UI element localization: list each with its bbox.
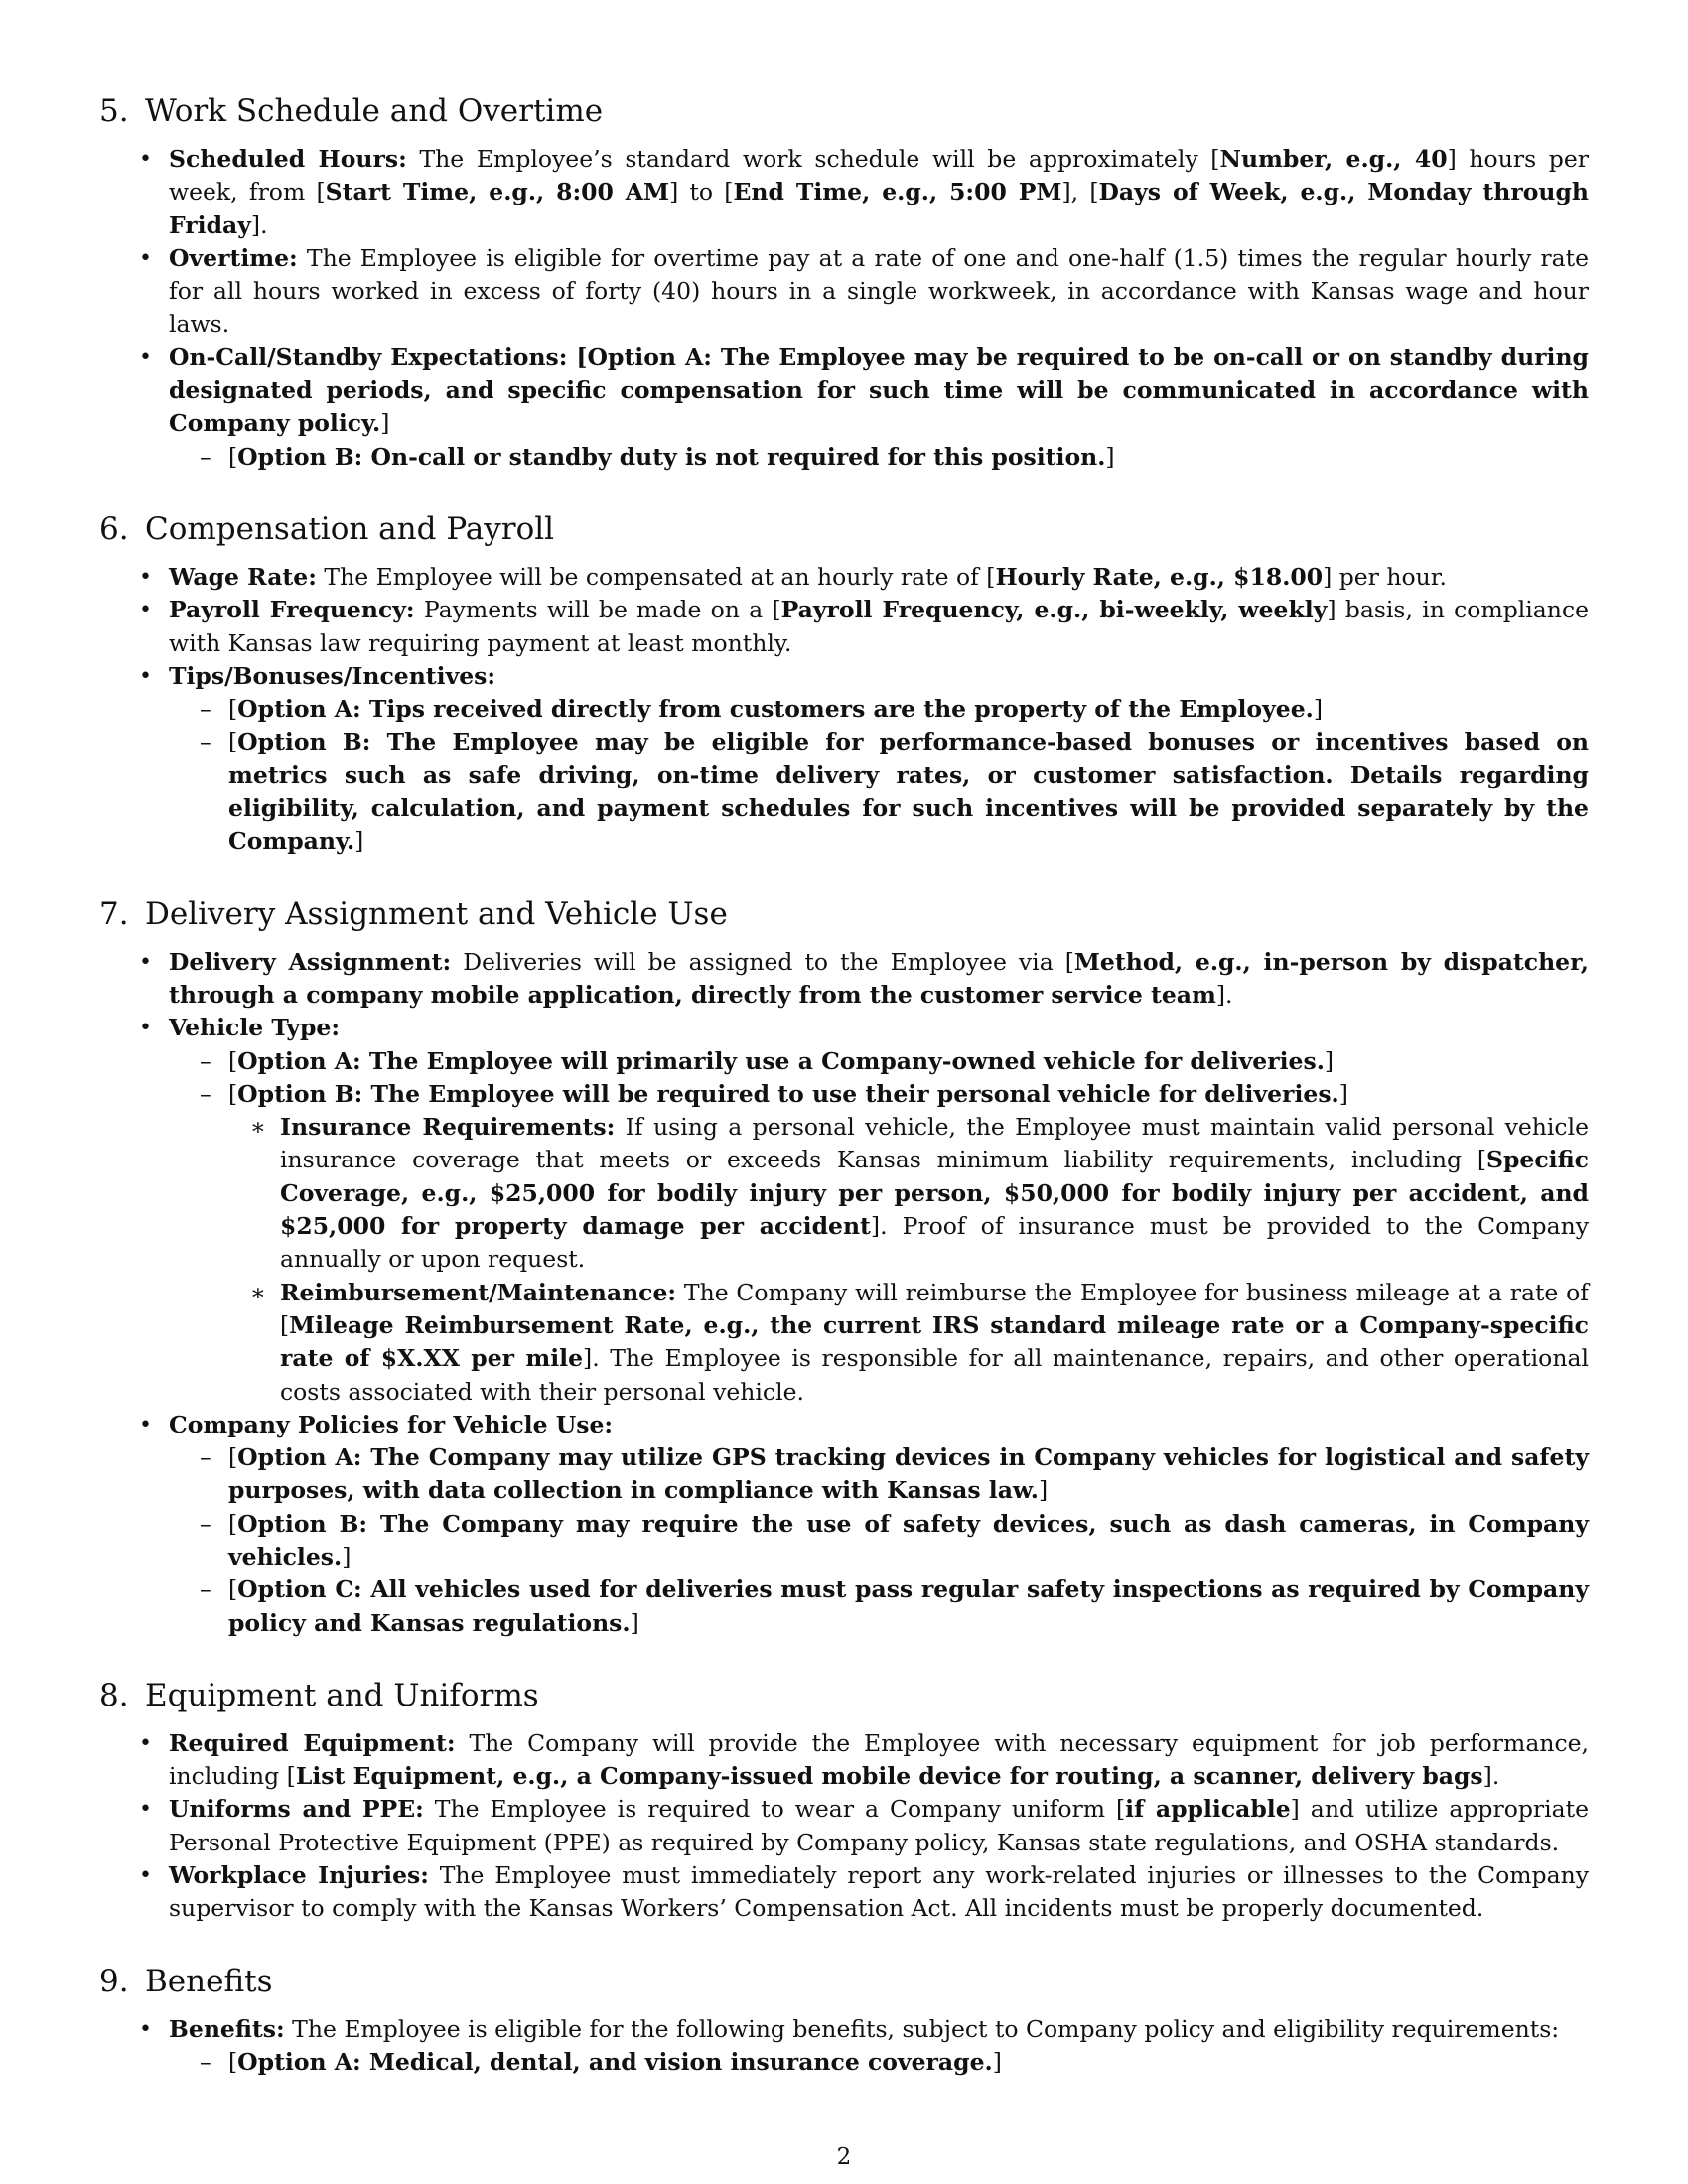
item-text: The Employee is eligible for the following benefits, subject to Company policy and eligibility requirements: [284,2014,1560,2043]
item-label: On-Call/Standby Expectations: [169,342,568,371]
sub-item-option-a [228,693,1589,726]
item-text: ]. [1482,1762,1500,1791]
placeholder-field: Mileage Reimbursement Rate, e.g., the current IRS standard mileage rate or a Company-specific rate of $X.XX per mile [280,1310,1589,1373]
section-equipment-uniforms [99,1676,1589,1926]
bracket: [ [228,442,238,471]
bracket: ] [1338,1079,1348,1108]
item-text: The Employee will be compensated at an hourly rate of [ [316,562,996,591]
section-title: Delivery Assignment and Vehicle Use [145,895,728,932]
bracket: [ [228,2047,238,2076]
section-compensation [99,509,1589,859]
item-text: The Company will reimburse the Employee for business mileage at a rate of [ [280,1278,1589,1339]
bracket: ] [1038,1476,1049,1505]
section-title: Equipment and Uniforms [145,1677,539,1713]
sub-item-option-c [228,1573,1589,1640]
placeholder-field: List Equipment, e.g., a Company-issued mobile device for routing, a scanner, delivery bags [295,1762,1483,1791]
placeholder-field: Number, e.g., 40 [1219,145,1448,173]
item-text: Payments will be made on a [ [414,596,781,624]
section-heading [99,1676,1589,1715]
item-label: Wage Rate: [169,562,317,591]
list-item-delivery-assignment [169,946,1589,1013]
section-number: 9. [99,1963,129,1999]
section-work-schedule [99,91,1589,474]
section-number: 8. [99,1677,129,1713]
list-item-vehicle-policies [169,1409,1589,1640]
option-text: Option A: The Employee will primarily use a Company-owned vehicle for deliveries. [237,1046,1325,1075]
sub-sub-list [228,1111,1589,1409]
item-text: ]. [1215,980,1233,1009]
section-title: Benefits [145,1963,273,1999]
document-page [99,91,1589,2079]
placeholder-field: Method, e.g., in-person by dispatcher, through a company mobile application, directly from the customer service team [169,947,1589,1009]
section-number: 7. [99,895,129,932]
page-number: 2 [836,2144,852,2170]
bullet-list [99,561,1589,859]
item-text: The Employee is eligible for overtime pay at a rate of one and one-half (1.5) times the regular hourly rate for all hours worked in excess of forty (40) hours in a single workweek, in accordance with Kansas wage and hour laws. [169,243,1589,339]
bracket: [ [228,728,238,756]
bracket: [ [228,1079,238,1108]
bracket: ] [342,1542,352,1570]
item-label: Required Equipment: [169,1728,456,1757]
section-number: 5. [99,93,129,129]
option-text: Option C: All vehicles used for deliveries must pass regular safety inspections as required by Company policy and Kansas regulations. [228,1575,1589,1637]
item-label: Delivery Assignment: [169,947,452,976]
item-label: Overtime: [169,243,298,272]
item-text: ] and utilize appropriate Personal Protective Equipment (PPE) as required by Company policy, Kansas state regulations, and OSHA standards. [169,1795,1589,1856]
option-text: Option B: The Employee will be required to use their personal vehicle for deliveries. [237,1079,1339,1108]
bracket: [ [228,1509,238,1538]
list-item-uniforms-ppe [169,1793,1589,1859]
list-item-payroll-frequency [169,594,1589,660]
sub-list [169,1045,1589,1409]
placeholder-field: if applicable [1125,1795,1291,1824]
list-item-tips [169,660,1589,859]
sub-item-option-a [228,2046,1589,2079]
option-text: Option B: The Employee may be eligible for performance-based bonuses or incentives based on metrics such as safe driving, on-time delivery rates, or customer satisfaction. Details regarding eligibility, calculation, and payment schedules for such incentives will be provided separately by the Company. [228,728,1589,856]
bullet-list [99,143,1589,474]
bracket: [ [228,1443,238,1472]
bracket: ] [1324,1046,1335,1075]
bracket: ] [1105,442,1115,471]
sub-list [169,2046,1589,2079]
option-text: Option A: The Company may utilize GPS tracking devices in Company vehicles for logistical and safety purposes, with data collection in compliance with Kansas law. [228,1443,1589,1505]
bracket: ] [354,827,364,856]
section-benefits [99,1962,1589,2080]
item-label: Workplace Injuries: [169,1861,429,1890]
list-item-benefits [169,2013,1589,2080]
section-heading [99,509,1589,549]
placeholder-field: Days of Week, e.g., Monday through Friday [169,178,1589,239]
sub-item-option-a [228,1045,1589,1078]
bracket: [ [228,695,238,724]
sub-list [169,441,1589,474]
list-item-workplace-injuries [169,1859,1589,1926]
option-text: Option A: Tips received directly from customers are the property of the Employee. [237,695,1314,724]
bracket: ] [1313,695,1323,724]
section-title: Work Schedule and Overtime [145,93,604,129]
sub-item-option-b [228,726,1589,858]
bracket: ] [992,2047,1002,2076]
item-text: The Employee is required to wear a Company uniform [ [423,1795,1126,1824]
option-text: Option A: Medical, dental, and vision insurance coverage. [237,2047,993,2076]
item-label: Tips/Bonuses/Incentives: [169,661,496,690]
section-number: 6. [99,510,129,547]
bracket: [ [228,1046,238,1075]
sub-list [169,693,1589,858]
bracket: ] [630,1608,639,1637]
item-label: Scheduled Hours: [169,145,407,173]
item-label: Uniforms and PPE: [169,1795,424,1824]
item-text: Deliveries will be assigned to the Employee via [ [451,947,1074,976]
section-heading [99,1962,1589,2001]
sub-item-option-b [228,1078,1589,1409]
bullet-list [99,2013,1589,2080]
placeholder-field: Start Time, e.g., 8:00 AM [325,178,670,206]
item-label: Reimbursement/Maintenance: [280,1278,677,1306]
item-text: ], [ [1061,178,1099,206]
item-label: Company Policies for Vehicle Use: [169,1410,614,1438]
item-text: ] [380,409,390,438]
placeholder-field: Payroll Frequency, e.g., bi-weekly, weekly [780,596,1328,624]
item-text: ] per hour. [1323,562,1447,591]
item-text: ]. Proof of insurance must be provided to the Company annually or upon request. [280,1212,1589,1274]
item-text: ] basis, in compliance with Kansas law requiring payment at least monthly. [169,596,1590,657]
list-item-wage-rate [169,561,1589,594]
section-title: Compensation and Payroll [145,510,555,547]
sub-item-option-b [228,1508,1589,1574]
option-text: Option B: On-call or standby duty is not required for this position. [237,442,1106,471]
item-text: ]. [250,210,268,239]
sub-list [169,1441,1589,1640]
bullet-list [99,946,1589,1640]
option-text: Option B: The Company may require the use of safety devices, such as dash cameras, in Company vehicles. [228,1509,1589,1570]
item-text: ] hours per week, from [ [169,145,1589,206]
list-item-vehicle-type [169,1012,1589,1409]
item-text: [ [567,342,588,371]
item-text: ]. The Employee is responsible for all maintenance, repairs, and other operational costs associated with their personal vehicle. [280,1344,1589,1406]
list-item-scheduled-hours [169,143,1589,242]
item-text: ] to [ [669,178,734,206]
list-item-required-equipment [169,1727,1589,1794]
item-label: Insurance Requirements: [280,1113,616,1142]
sub-sub-item-insurance [280,1111,1589,1276]
placeholder-field: Specific Coverage, e.g., $25,000 for bodily injury per person, $50,000 for bodily injury per accident, and $25,000 for property damage per accident [280,1146,1589,1241]
placeholder-field: Hourly Rate, e.g., $18.00 [995,562,1324,591]
section-delivery-vehicle [99,894,1589,1640]
bracket: [ [228,1575,238,1604]
item-text: The Employee’s standard work schedule will be approximately [ [406,145,1220,173]
section-heading [99,91,1589,131]
item-text: The Company will provide the Employee with necessary equipment for job performance, including [ [169,1728,1590,1791]
option-text: Option A: The Employee may be required to be on-call or on standby during designated periods, and specific compensation for such time will be communicated in accordance with Company policy. [169,342,1589,438]
list-item-overtime [169,242,1589,341]
sub-item-option-b [228,441,1589,474]
item-text: If using a personal vehicle, the Employee must maintain valid personal vehicle insurance coverage that meets or exceeds Kansas minimum liability requirements, including [ [280,1113,1589,1174]
bullet-list [99,1727,1589,1926]
item-label: Payroll Frequency: [169,596,415,624]
sub-item-option-a [228,1441,1589,1508]
item-label: Benefits: [169,2014,285,2043]
list-item-on-call [169,341,1589,474]
sub-sub-item-reimbursement [280,1277,1589,1409]
item-text: The Employee must immediately report any work-related injuries or illnesses to the Company supervisor to comply with the Kansas Workers’ Compensation Act. All incidents must be properly documented. [169,1861,1589,1923]
item-label: Vehicle Type: [169,1014,341,1042]
placeholder-field: End Time, e.g., 5:00 PM [733,178,1062,206]
section-heading [99,894,1589,934]
